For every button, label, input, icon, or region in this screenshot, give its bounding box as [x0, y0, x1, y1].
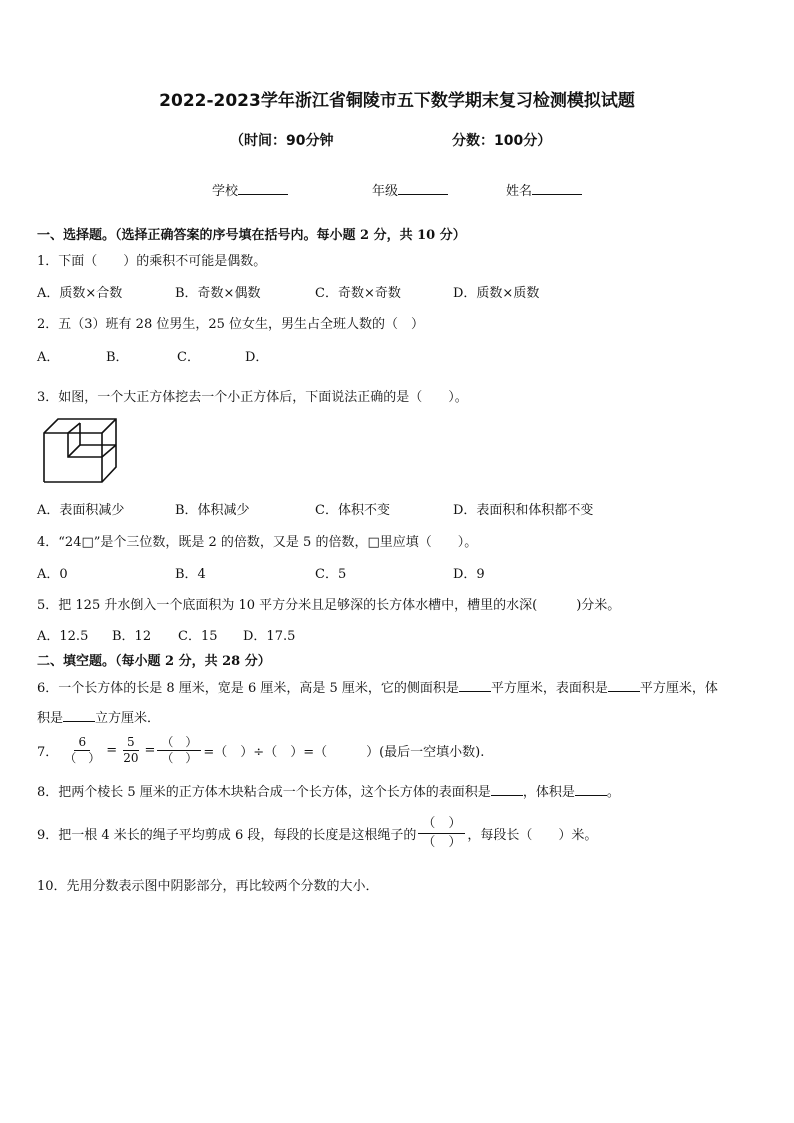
question-7: 7． $\frac{6}{( )}$ = $\frac{5}{20}$ = $\frac{( )}{( )}$ =（ ）÷（ ）=（ ）(最后一空填小数).	[37, 735, 485, 765]
school-blank[interactable]	[238, 180, 288, 195]
q6-blank-3[interactable]	[63, 707, 95, 722]
exam-score: 分数：100分）	[452, 133, 552, 149]
question-1: 1．下面（ ）的乘积不可能是偶数。	[37, 254, 267, 269]
q2-option-b[interactable]: B．	[106, 350, 129, 365]
school-field: 学校	[212, 180, 288, 199]
q3-option-d[interactable]: D．表面积和体积都不变	[453, 503, 594, 518]
q7-blank-2[interactable]: （ ）	[157, 735, 201, 751]
q7-blank-3[interactable]: （ ）	[161, 751, 198, 765]
q5-option-d[interactable]: D．17.5	[243, 629, 296, 644]
q5-option-b[interactable]: B．12	[112, 629, 152, 644]
question-8: 8．把两个棱长 5 厘米的正方体木块粘合成一个长方体，这个长方体的表面积是 ，体积是 。	[37, 781, 620, 800]
q2-option-a[interactable]: A．	[37, 350, 60, 365]
q9-blank-den[interactable]: （ ）	[422, 835, 462, 850]
name-field: 姓名	[506, 180, 582, 199]
q3-option-b[interactable]: B．体积减少	[175, 503, 250, 518]
exam-time: （时间：90分钟	[230, 133, 334, 149]
cube-figure	[40, 415, 120, 487]
q7-fraction-1: $\frac{6}{( )}$	[60, 735, 104, 766]
q9-fraction	[418, 815, 465, 852]
grade-blank[interactable]	[398, 180, 448, 195]
q7-blank-1[interactable]: （ ）	[64, 751, 101, 765]
section1-heading: 一、选择题。（选择正确答案的序号填在括号内。每小题 2 分，共 10 分）	[37, 228, 466, 243]
q8-blank-2[interactable]	[575, 781, 607, 796]
q1-option-a[interactable]: A．质数×合数	[37, 286, 123, 301]
q1-option-b[interactable]: B．奇数×偶数	[175, 286, 261, 301]
question-2: 2．五（3）班有 28 位男生，25 位女生，男生占全班人数的（ ）	[37, 317, 425, 332]
q2-option-d[interactable]: D．	[245, 350, 269, 365]
q3-option-c[interactable]: C．体积不变	[315, 503, 390, 518]
q7-fraction-3	[157, 735, 201, 766]
question-10: 10．先用分数表示图中阴影部分，再比较两个分数的大小．	[37, 879, 379, 894]
q9-blank-num[interactable]: （ ）	[418, 815, 465, 834]
q5-option-a[interactable]: A．12.5	[37, 629, 89, 644]
grade-field: 年级	[372, 180, 448, 199]
q4-option-d[interactable]: D．9	[453, 567, 485, 582]
q4-option-a[interactable]: A．0	[37, 567, 68, 582]
section2-heading: 二、填空题。（每小题 2 分，共 28 分）	[37, 654, 271, 669]
q2-option-c[interactable]: C．	[177, 350, 200, 365]
q1-option-d[interactable]: D．质数×质数	[453, 286, 540, 301]
q8-blank-1[interactable]	[491, 781, 523, 796]
q4-option-c[interactable]: C．5	[315, 567, 347, 582]
q4-option-b[interactable]: B．4	[175, 567, 206, 582]
name-blank[interactable]	[532, 180, 582, 195]
question-9: 9．把一根 4 米长的绳子平均剪成 6 段，每段的长度是这根绳子的 $\frac{( )}{( )}$ ，每段长（ ）米。	[37, 816, 598, 850]
q7-fraction-2: $\frac{5}{20}$	[123, 735, 139, 765]
q1-option-c[interactable]: C．奇数×奇数	[315, 286, 401, 301]
page-title: 2022-2023学年浙江省铜陵市五下数学期末复习检测模拟试题	[159, 91, 635, 111]
q6-blank-1[interactable]	[459, 677, 491, 692]
question-5: 5．把 125 升水倒入一个底面积为 10 平方分米且足够深的长方体水槽中，槽里的水深( )分米。	[37, 598, 621, 613]
q5-option-c[interactable]: C．15	[178, 629, 218, 644]
question-4: 4．“24□”是个三位数，既是 2 的倍数，又是 5 的倍数，□里应填（ ）。	[37, 535, 478, 550]
question-3: 3．如图，一个大正方体挖去一个小正方体后，下面说法正确的是（ ）。	[37, 390, 468, 405]
q6-blank-2[interactable]	[608, 677, 640, 692]
q3-option-a[interactable]: A．表面积减少	[37, 503, 125, 518]
question-6-cont: 积是 立方厘米．	[37, 707, 160, 726]
question-6: 6．一个长方体的长是 8 厘米，宽是 6 厘米，高是 5 厘米，它的侧面积是 平方厘米，表面积是 平方厘米，体	[37, 677, 718, 696]
